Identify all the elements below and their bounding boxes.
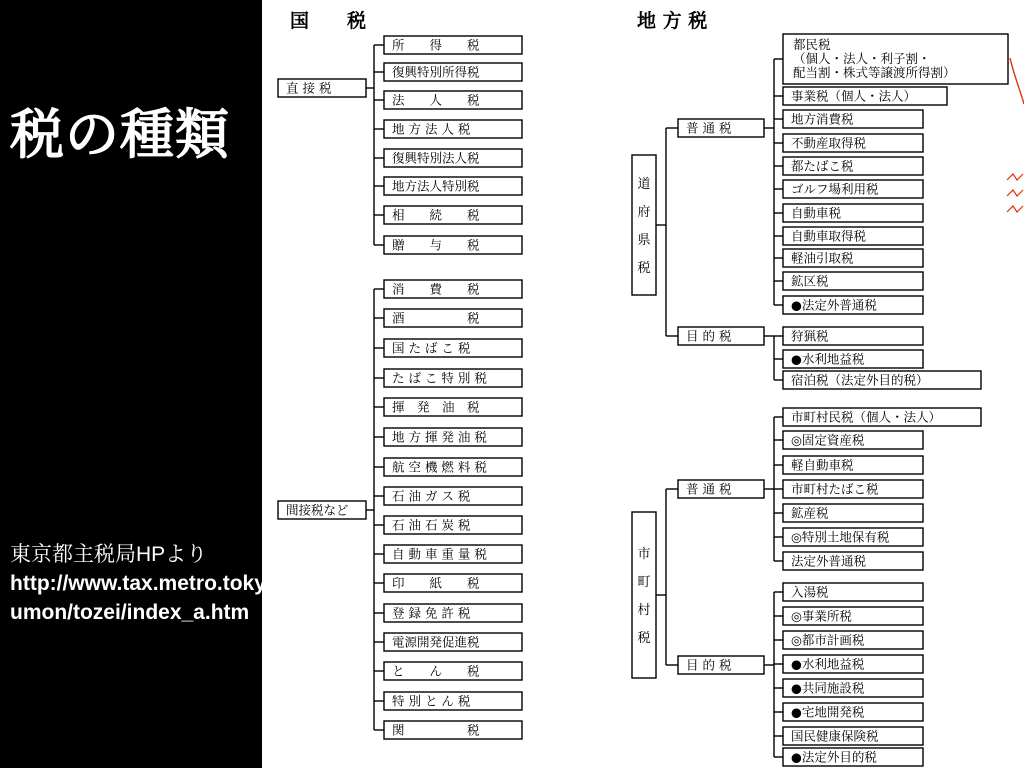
- muni-purpose-item-1: ◎事業所税: [791, 608, 852, 624]
- indirect-tax-item-4: 揮 発 油 税: [392, 399, 480, 415]
- pref-ordinary-item-4: 都たばこ税: [791, 158, 854, 174]
- direct-tax-item-2: 法 人 税: [392, 92, 480, 108]
- municipal-tax-label-box: [632, 512, 656, 678]
- indirect-tax-item-9: 自 動 車 重 量 税: [392, 546, 487, 562]
- municipal-ordinary-label: 普 通 税: [686, 481, 732, 497]
- muni-purpose-item-3: ●水利地益税: [791, 656, 865, 672]
- pref-ordinary-item-0-line-0: 都民税: [793, 37, 831, 52]
- indirect-tax-item-6: 航 空 機 燃 料 税: [392, 459, 487, 475]
- tax-boxes: [278, 34, 1008, 766]
- pref-ordinary-item-1: 事業税（個人・法人）: [791, 88, 917, 104]
- indirect-tax-label: 間接税など: [286, 502, 349, 518]
- muni-purpose-item-4: ●共同施設税: [791, 680, 865, 696]
- municipal-tax-label-char-0: 市: [637, 547, 651, 562]
- indirect-tax-item-8: 石 油 石 炭 税: [392, 517, 471, 533]
- indirect-tax-item-2: 国 た ば こ 税: [392, 340, 471, 356]
- local-tax-title: 地 方 税: [637, 10, 708, 32]
- prefectural-tax-label-char-3: 税: [637, 261, 651, 276]
- decor-stroke-2: [1007, 174, 1023, 212]
- pref-purpose-item-2: 宿泊税（法定外目的税）: [791, 372, 929, 388]
- pref-ordinary-item-5: ゴルフ場利用税: [791, 181, 879, 197]
- indirect-tax-item-14: 特 別 と ん 税: [392, 693, 471, 709]
- direct-tax-item-0: 所 得 税: [392, 37, 480, 53]
- source-label: 東京都主税局HPより: [10, 543, 208, 566]
- muni-ordinary-item-5: ◎特別土地保有税: [791, 529, 890, 545]
- muni-purpose-item-5: ●宅地開発税: [791, 704, 865, 720]
- indirect-tax-item-7: 石 油 ガ ス 税: [392, 488, 471, 504]
- direct-tax-item-5: 地方法人特別税: [392, 178, 480, 194]
- muni-ordinary-item-6: 法定外普通税: [791, 553, 867, 569]
- muni-purpose-item-0: 入湯税: [791, 584, 829, 600]
- municipal-tax-label-char-3: 税: [637, 631, 651, 646]
- pref-ordinary-item-10: ●法定外普通税: [791, 297, 877, 313]
- direct-tax-label: 直 接 税: [286, 80, 332, 96]
- muni-purpose-item-6: 国民健康保険税: [791, 728, 879, 744]
- slide-title: 税の種類: [10, 103, 230, 166]
- muni-purpose-item-2: ◎都市計画税: [791, 632, 865, 648]
- prefectural-tax-label-char-1: 府: [637, 205, 651, 220]
- muni-ordinary-item-4: 鉱産税: [791, 505, 829, 521]
- prefectural-ordinary-label: 普 通 税: [686, 120, 732, 136]
- muni-purpose-item-7: ●法定外目的税: [791, 749, 877, 765]
- national-tax-title: 国 税: [290, 10, 367, 32]
- tax-diagram-panel: [262, 0, 1024, 768]
- muni-ordinary-item-0: 市町村民税（個人・法人）: [791, 409, 942, 425]
- indirect-tax-item-5: 地 方 揮 発 油 税: [392, 429, 487, 445]
- source-url[interactable]: http://www.tax.metro.tokyo.jp/shitsumon/tozei/index_a.htm: [10, 572, 359, 624]
- direct-tax-item-3: 地 方 法 人 税: [392, 121, 471, 137]
- indirect-tax-item-13: と ん 税: [392, 663, 480, 679]
- direct-tax-item-7: 贈 与 税: [392, 237, 480, 253]
- pref-ordinary-item-0-line-1: （個人・法人・利子割・: [793, 51, 931, 66]
- direct-tax-item-4: 復興特別法人税: [392, 150, 480, 166]
- pref-ordinary-item-2: 地方消費税: [791, 111, 854, 127]
- indirect-tax-item-3: た ば こ 特 別 税: [392, 370, 487, 386]
- indirect-tax-item-0: 消 費 税: [392, 281, 480, 297]
- pref-purpose-item-0: 狩猟税: [791, 328, 829, 344]
- prefectural-purpose-label: 目 的 税: [686, 328, 732, 344]
- decorative-marks: [1007, 58, 1024, 212]
- indirect-tax-item-15: 関 税: [392, 722, 480, 738]
- pref-ordinary-item-7: 自動車取得税: [791, 228, 867, 244]
- muni-ordinary-item-2: 軽自動車税: [791, 457, 854, 473]
- direct-tax-item-6: 相 続 税: [392, 207, 480, 223]
- pref-ordinary-item-9: 鉱区税: [791, 273, 829, 289]
- indirect-tax-item-10: 印 紙 税: [392, 575, 480, 591]
- decor-stroke-1: [1010, 58, 1024, 104]
- pref-ordinary-item-8: 軽油引取税: [791, 250, 854, 266]
- municipal-tax-label-char-1: 町: [637, 575, 651, 590]
- indirect-tax-item-1: 酒 税: [392, 310, 480, 326]
- tax-diagram: [262, 0, 1024, 768]
- prefectural-tax-label-char-0: 道: [637, 177, 651, 192]
- prefectural-tax-label-char-2: 県: [637, 233, 651, 248]
- municipal-tax-label-char-2: 村: [637, 603, 651, 618]
- pref-ordinary-item-0-line-2: 配当割・株式等譲渡所得割）: [793, 65, 956, 80]
- indirect-tax-item-11: 登 録 免 許 税: [392, 605, 471, 621]
- muni-ordinary-item-3: 市町村たばこ税: [791, 481, 879, 497]
- muni-ordinary-item-1: ◎固定資産税: [791, 432, 865, 448]
- municipal-purpose-label: 目 的 税: [686, 657, 732, 673]
- indirect-tax-item-12: 電源開発促進税: [392, 634, 480, 650]
- source-note: [10, 540, 365, 627]
- direct-tax-item-1: 復興特別所得税: [392, 64, 480, 80]
- pref-ordinary-item-3: 不動産取得税: [791, 135, 867, 151]
- pref-ordinary-item-6: 自動車税: [791, 205, 842, 221]
- pref-purpose-item-1: ●水利地益税: [791, 351, 865, 367]
